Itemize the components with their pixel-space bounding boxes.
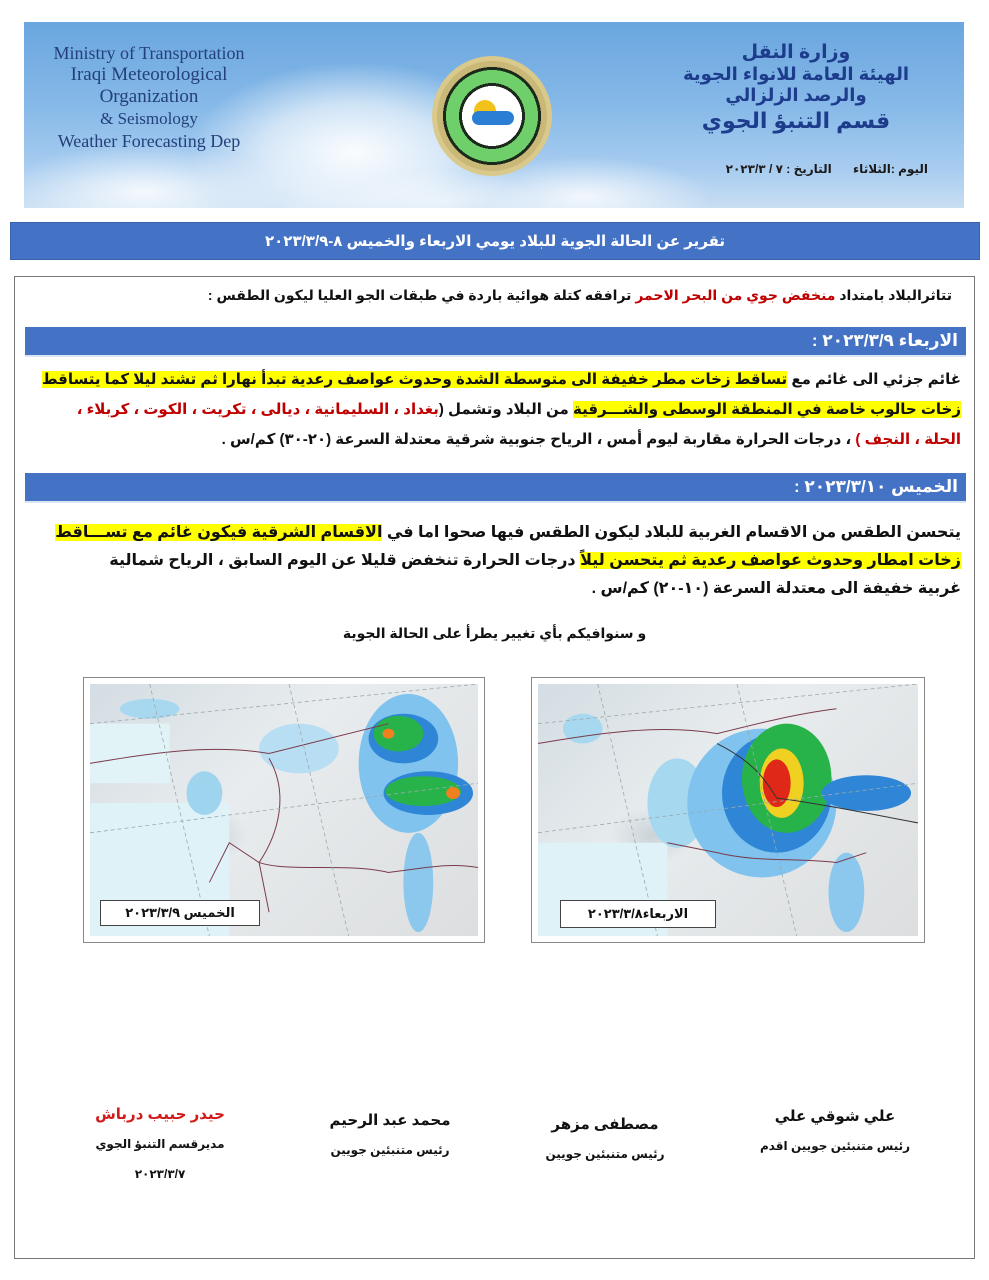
closing-note: و سنوافيكم بأي تغيير يطرأ على الحالة الجوية [342, 625, 647, 641]
thursday-line-1 [31, 519, 961, 547]
signature-forecaster-2 [520, 1115, 690, 1161]
issue-date-line [708, 162, 928, 176]
text-plain: غربية خفيفة الى معتدلة السرعة (١٠-٢٠) كم/س . [591, 580, 961, 597]
wednesday-line-3 [31, 425, 961, 455]
thursday-line-2 [31, 547, 961, 575]
cities-list: الحلة ، النجف ) [855, 431, 961, 448]
text-highlight: تساقط زخات مطر خفيفة الى متوسطة الشدة وحدوث عواصف رعدية تبدأ نهارا ثم تشتد ليلا كما يتساقط [41, 371, 788, 388]
signature-date: ٢٠٢٣/٣/٧ [134, 1167, 186, 1181]
text-highlight: زخات حالوب خاصة في المنطقة الوسطى والشـــرقية [572, 401, 961, 418]
intro-text [208, 287, 952, 304]
forecast-map-wednesday [531, 677, 925, 943]
section-heading-thursday: الخميس ٢٠٢٣/٣/١٠ : [25, 473, 966, 503]
text-plain: ، درجات الحرارة مقاربة ليوم أمس ، الرياح جنوبية شرقية معتدلة السرعة (٢٠-٣٠) كم/س . [221, 431, 856, 448]
report-body [14, 276, 975, 1259]
ministry-name-en: Ministry of Transportation [53, 43, 245, 63]
thursday-line-3 [31, 575, 961, 603]
text-highlight: الاقسام الشرقية فيكون غائم مع تســـاقط [55, 524, 383, 541]
signature-forecaster-1 [305, 1111, 475, 1157]
signatory-name: محمد عبد الرحيم [329, 1112, 451, 1129]
precipitation-forecast-map-icon [538, 684, 918, 936]
intro-part2: ترافقه كتلة هوائية باردة في طبقات الجو العليا ليكون الطقس : [207, 287, 636, 303]
organization-name-en: Iraqi Meteorological Organization [70, 64, 228, 107]
signatory-name: مصطفى مزهر [551, 1116, 659, 1133]
seismology-ar: والرصد الزلزالي [725, 85, 867, 105]
cities-list: بغداد ، السليمانية ، ديالى ، تكريت ، الكوت ، كربلاء ، [76, 401, 439, 418]
cloud-icon [472, 111, 514, 125]
ministry-name-ar: وزارة النقل [741, 42, 851, 63]
signatory-name: علي شوقي علي [774, 1108, 896, 1125]
meteorological-organization-logo-icon [432, 56, 552, 176]
organization-name-ar: الهيئة العامة للانواء الجوية [682, 64, 910, 84]
report-title: تقرير عن الحالة الجوية للبلاد يومي الاربعاء والخميس ٨-٢٠٢٣/٣/٩ [10, 222, 980, 260]
text-plain: من البلاد وتشمل ( [438, 401, 573, 418]
arabic-org-name [656, 42, 936, 136]
text-highlight: زخات امطار وحدوث عواصف رعدية ثم يتحسن ليلاً [580, 552, 961, 569]
signatory-role: رئيس متنبئين جويين [545, 1147, 665, 1161]
signature-senior-forecaster [745, 1107, 925, 1153]
signatory-name: حيدر حبيب درباش [95, 1106, 225, 1123]
signatory-role: رئيس متنبئين جويين اقدم [759, 1139, 911, 1153]
wednesday-line-2 [31, 395, 961, 425]
section-heading-wednesday: الاربعاء ٢٠٢٣/٣/٩ : [25, 327, 966, 357]
signature-department-director [65, 1105, 255, 1181]
department-name-en: Weather Forecasting Dep [57, 131, 241, 151]
english-org-name [24, 42, 274, 152]
date-label: التاريخ : ٧ / ٢٠٢٣/٣ [725, 162, 832, 176]
intro-part1: تتاثرالبلاد بامتداد [835, 287, 952, 303]
header-banner [24, 22, 964, 208]
text-plain: درجات الحرارة تنخفض قليلا عن اليوم السابق ، الرياح شمالية [109, 552, 581, 569]
precipitation-forecast-map-icon [90, 684, 478, 936]
signatory-role: مديرقسم التنبؤ الجوي [95, 1137, 225, 1151]
section-text-wednesday [31, 365, 961, 455]
department-name-ar: قسم التنبؤ الجوي [701, 108, 891, 133]
map-date-label-wednesday: الاربعاء٢٠٢٣/٣/٨ [560, 900, 716, 928]
text-plain: غائم جزئي الى غائم مع [787, 371, 961, 388]
forecast-map-thursday [83, 677, 485, 943]
signatory-role: رئيس متنبئين جويين [330, 1143, 450, 1157]
seismology-en: & Seismology [100, 109, 198, 128]
day-label: اليوم :الثلاثاء [853, 162, 928, 176]
section-text-thursday [31, 519, 961, 603]
intro-red-text: منخفض جوي من البحر الاحمر [635, 287, 836, 303]
text-plain: يتحسن الطقس من الاقسام الغربية للبلاد ليكون الطقس فيها صحوا اما في [382, 524, 961, 541]
wednesday-line-1 [31, 365, 961, 395]
map-date-label-thursday: الخميس ٢٠٢٣/٣/٩ [100, 900, 260, 926]
